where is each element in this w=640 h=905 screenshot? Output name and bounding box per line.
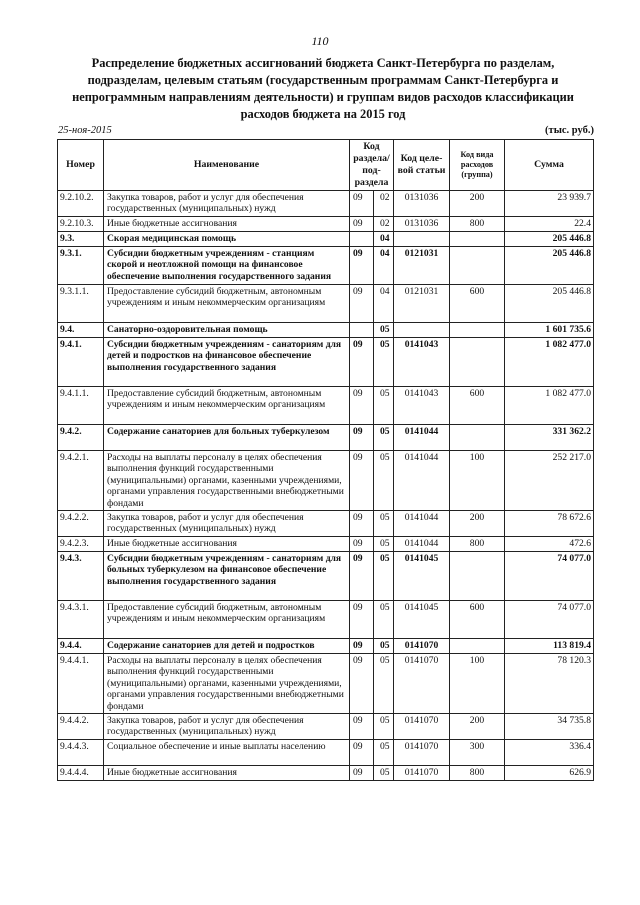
row-section-code: 09 (350, 601, 374, 639)
row-name: Закупка товаров, работ и услуг для обеспечения государственных (муниципальных) нужд (104, 714, 350, 740)
row-section-code: 09 (350, 191, 374, 217)
row-expense-type: 800 (450, 217, 505, 232)
row-amount: 336.4 (505, 740, 594, 766)
row-target-code: 0141070 (394, 654, 450, 714)
row-section-code (350, 323, 374, 338)
row-expense-type: 300 (450, 740, 505, 766)
row-amount: 78 672.6 (505, 511, 594, 537)
row-name: Иные бюджетные ассигнования (104, 537, 350, 552)
row-subsection-code: 02 (374, 191, 394, 217)
row-subsection-code: 04 (374, 232, 394, 247)
row-name: Предоставление субсидий бюджетным, автономным учреждениям и иным некоммерческим организациям (104, 601, 350, 639)
row-amount: 472.6 (505, 537, 594, 552)
row-section-code: 09 (350, 247, 374, 285)
row-number: 9.3. (58, 232, 104, 247)
row-number: 9.4.4.4. (58, 766, 104, 781)
row-expense-type (450, 425, 505, 451)
row-section-code: 09 (350, 217, 374, 232)
row-subsection-code: 04 (374, 247, 394, 285)
row-number: 9.4.1. (58, 338, 104, 387)
row-subsection-code: 05 (374, 323, 394, 338)
row-amount: 1 082 477.0 (505, 338, 594, 387)
row-target-code: 0141044 (394, 425, 450, 451)
table-row (58, 511, 594, 537)
row-subsection-code: 05 (374, 511, 394, 537)
row-amount: 1 082 477.0 (505, 387, 594, 425)
row-number: 9.4.2.1. (58, 451, 104, 511)
row-number: 9.4.2.2. (58, 511, 104, 537)
row-target-code: 0141044 (394, 511, 450, 537)
row-section-code: 09 (350, 552, 374, 601)
row-target-code: 0131036 (394, 217, 450, 232)
table-row (58, 338, 594, 387)
row-expense-type (450, 552, 505, 601)
row-expense-type: 600 (450, 387, 505, 425)
row-subsection-code: 02 (374, 217, 394, 232)
row-expense-type (450, 232, 505, 247)
row-section-code: 09 (350, 639, 374, 654)
table-row (58, 654, 594, 714)
row-amount: 78 120.3 (505, 654, 594, 714)
table-header-row (58, 140, 594, 191)
row-subsection-code: 05 (374, 537, 394, 552)
row-amount: 205 446.8 (505, 247, 594, 285)
row-target-code (394, 323, 450, 338)
row-name: Скорая медицинская помощь (104, 232, 350, 247)
row-subsection-code: 05 (374, 425, 394, 451)
table-row (58, 601, 594, 639)
table-row (58, 285, 594, 323)
row-amount: 113 819.4 (505, 639, 594, 654)
row-amount: 1 601 735.6 (505, 323, 594, 338)
row-expense-type: 800 (450, 537, 505, 552)
row-amount: 205 446.8 (505, 232, 594, 247)
row-number: 9.4.3.1. (58, 601, 104, 639)
row-target-code: 0131036 (394, 191, 450, 217)
row-section-code: 09 (350, 338, 374, 387)
budget-table (57, 139, 594, 781)
row-expense-type (450, 639, 505, 654)
row-section-code: 09 (350, 537, 374, 552)
table-row (58, 247, 594, 285)
row-target-code: 0121031 (394, 247, 450, 285)
row-subsection-code: 05 (374, 338, 394, 387)
row-target-code: 0121031 (394, 285, 450, 323)
row-subsection-code: 05 (374, 451, 394, 511)
row-target-code: 0141070 (394, 740, 450, 766)
row-name: Субсидии бюджетным учреждениям - санаториям для больных туберкулезом на финансовое обеспечение выполнения государственного задания (104, 552, 350, 601)
row-subsection-code: 05 (374, 714, 394, 740)
row-name: Субсидии бюджетным учреждениям - станциям скорой и неотложной помощи на финансовое обеспечение выполнения государственного задания (104, 247, 350, 285)
row-name: Содержание санаториев для больных туберкулезом (104, 425, 350, 451)
row-name: Закупка товаров, работ и услуг для обеспечения государственных (муниципальных) нужд (104, 191, 350, 217)
table-row (58, 191, 594, 217)
row-section-code: 09 (350, 511, 374, 537)
table-row (58, 323, 594, 338)
row-section-code: 09 (350, 451, 374, 511)
row-amount: 23 939.7 (505, 191, 594, 217)
row-name: Санаторно-оздоровительная помощь (104, 323, 350, 338)
row-number: 9.4. (58, 323, 104, 338)
row-name: Субсидии бюджетным учреждениям - санаториям для детей и подростков на финансовое обеспечение выполнения государственного задания (104, 338, 350, 387)
table-row (58, 232, 594, 247)
row-section-code: 09 (350, 654, 374, 714)
row-amount: 252 217.0 (505, 451, 594, 511)
document-title: Распределение бюджетных ассигнований бюджета Санкт-Петербурга по разделам, подразделам, целевым статьям (государственным программам Санкт-Петербурга и непрограммным направлениям деятельности) и группам видов расходов классификации расходов бюджета на 2015 год (72, 56, 574, 121)
row-subsection-code: 04 (374, 285, 394, 323)
row-amount: 74 077.0 (505, 552, 594, 601)
row-name: Иные бюджетные ассигнования (104, 217, 350, 232)
table-row (58, 425, 594, 451)
row-expense-type (450, 338, 505, 387)
table-row (58, 451, 594, 511)
header-name: Наименование (104, 140, 350, 191)
document-date: 25-ноя-2015 (58, 125, 112, 136)
table-row (58, 714, 594, 740)
row-expense-type: 100 (450, 451, 505, 511)
row-section-code: 09 (350, 285, 374, 323)
row-subsection-code: 05 (374, 740, 394, 766)
row-target-code: 0141043 (394, 387, 450, 425)
header-expense-type: Код вида расходов (группа) (450, 140, 505, 191)
row-section-code: 09 (350, 387, 374, 425)
row-expense-type (450, 247, 505, 285)
row-expense-type: 600 (450, 601, 505, 639)
row-expense-type: 800 (450, 766, 505, 781)
row-expense-type: 100 (450, 654, 505, 714)
row-number: 9.4.3. (58, 552, 104, 601)
row-target-code: 0141044 (394, 537, 450, 552)
row-amount: 205 446.8 (505, 285, 594, 323)
row-amount: 34 735.8 (505, 714, 594, 740)
row-amount: 22.4 (505, 217, 594, 232)
row-amount: 74 077.0 (505, 601, 594, 639)
row-name: Содержание санаториев для детей и подростков (104, 639, 350, 654)
row-expense-type: 200 (450, 511, 505, 537)
row-section-code: 09 (350, 766, 374, 781)
row-name: Предоставление субсидий бюджетным, автономным учреждениям и иным некоммерческим организациям (104, 387, 350, 425)
row-number: 9.4.4.1. (58, 654, 104, 714)
row-target-code: 0141043 (394, 338, 450, 387)
row-name: Социальное обеспечение и иные выплаты населению (104, 740, 350, 766)
row-number: 9.4.4.2. (58, 714, 104, 740)
row-number: 9.2.10.3. (58, 217, 104, 232)
row-expense-type: 600 (450, 285, 505, 323)
row-number: 9.4.1.1. (58, 387, 104, 425)
row-subsection-code: 05 (374, 387, 394, 425)
row-section-code: 09 (350, 740, 374, 766)
row-name: Расходы на выплаты персоналу в целях обеспечения выполнения функций государственными (муниципальными) органами, казенными учреждениями, органами управления государственными внебюджетными фондами (104, 451, 350, 511)
table-row (58, 217, 594, 232)
units-label: (тыс. руб.) (545, 125, 594, 136)
page-number: 110 (311, 34, 329, 48)
row-expense-type: 200 (450, 714, 505, 740)
row-section-code (350, 232, 374, 247)
row-subsection-code: 05 (374, 552, 394, 601)
row-name: Иные бюджетные ассигнования (104, 766, 350, 781)
row-target-code: 0141044 (394, 451, 450, 511)
row-target-code: 0141070 (394, 766, 450, 781)
table-row (58, 552, 594, 601)
row-target-code: 0141045 (394, 601, 450, 639)
row-section-code: 09 (350, 714, 374, 740)
row-target-code (394, 232, 450, 247)
row-name: Закупка товаров, работ и услуг для обеспечения государственных (муниципальных) нужд (104, 511, 350, 537)
row-subsection-code: 05 (374, 654, 394, 714)
row-target-code: 0141070 (394, 714, 450, 740)
row-section-code: 09 (350, 425, 374, 451)
header-section: Код раздела/ под-раздела (350, 140, 394, 191)
row-number: 9.4.2. (58, 425, 104, 451)
header-amount: Сумма (505, 140, 594, 191)
row-expense-type (450, 323, 505, 338)
table-row (58, 766, 594, 781)
table-row (58, 537, 594, 552)
row-expense-type: 200 (450, 191, 505, 217)
row-number: 9.4.2.3. (58, 537, 104, 552)
row-target-code: 0141070 (394, 639, 450, 654)
row-subsection-code: 05 (374, 601, 394, 639)
row-number: 9.3.1.1. (58, 285, 104, 323)
row-target-code: 0141045 (394, 552, 450, 601)
row-subsection-code: 05 (374, 766, 394, 781)
row-name: Расходы на выплаты персоналу в целях обеспечения выполнения функций государственными (муниципальными) органами, казенными учреждениями, органами управления государственными внебюджетными фондами (104, 654, 350, 714)
row-amount: 331 362.2 (505, 425, 594, 451)
table-row (58, 639, 594, 654)
header-number: Номер (58, 140, 104, 191)
row-number: 9.2.10.2. (58, 191, 104, 217)
header-target: Код целе-вой статьи (394, 140, 450, 191)
row-subsection-code: 05 (374, 639, 394, 654)
row-number: 9.3.1. (58, 247, 104, 285)
row-number: 9.4.4. (58, 639, 104, 654)
table-row (58, 740, 594, 766)
row-name: Предоставление субсидий бюджетным, автономным учреждениям и иным некоммерческим организациям (104, 285, 350, 323)
table-row (58, 387, 594, 425)
row-amount: 626.9 (505, 766, 594, 781)
row-number: 9.4.4.3. (58, 740, 104, 766)
